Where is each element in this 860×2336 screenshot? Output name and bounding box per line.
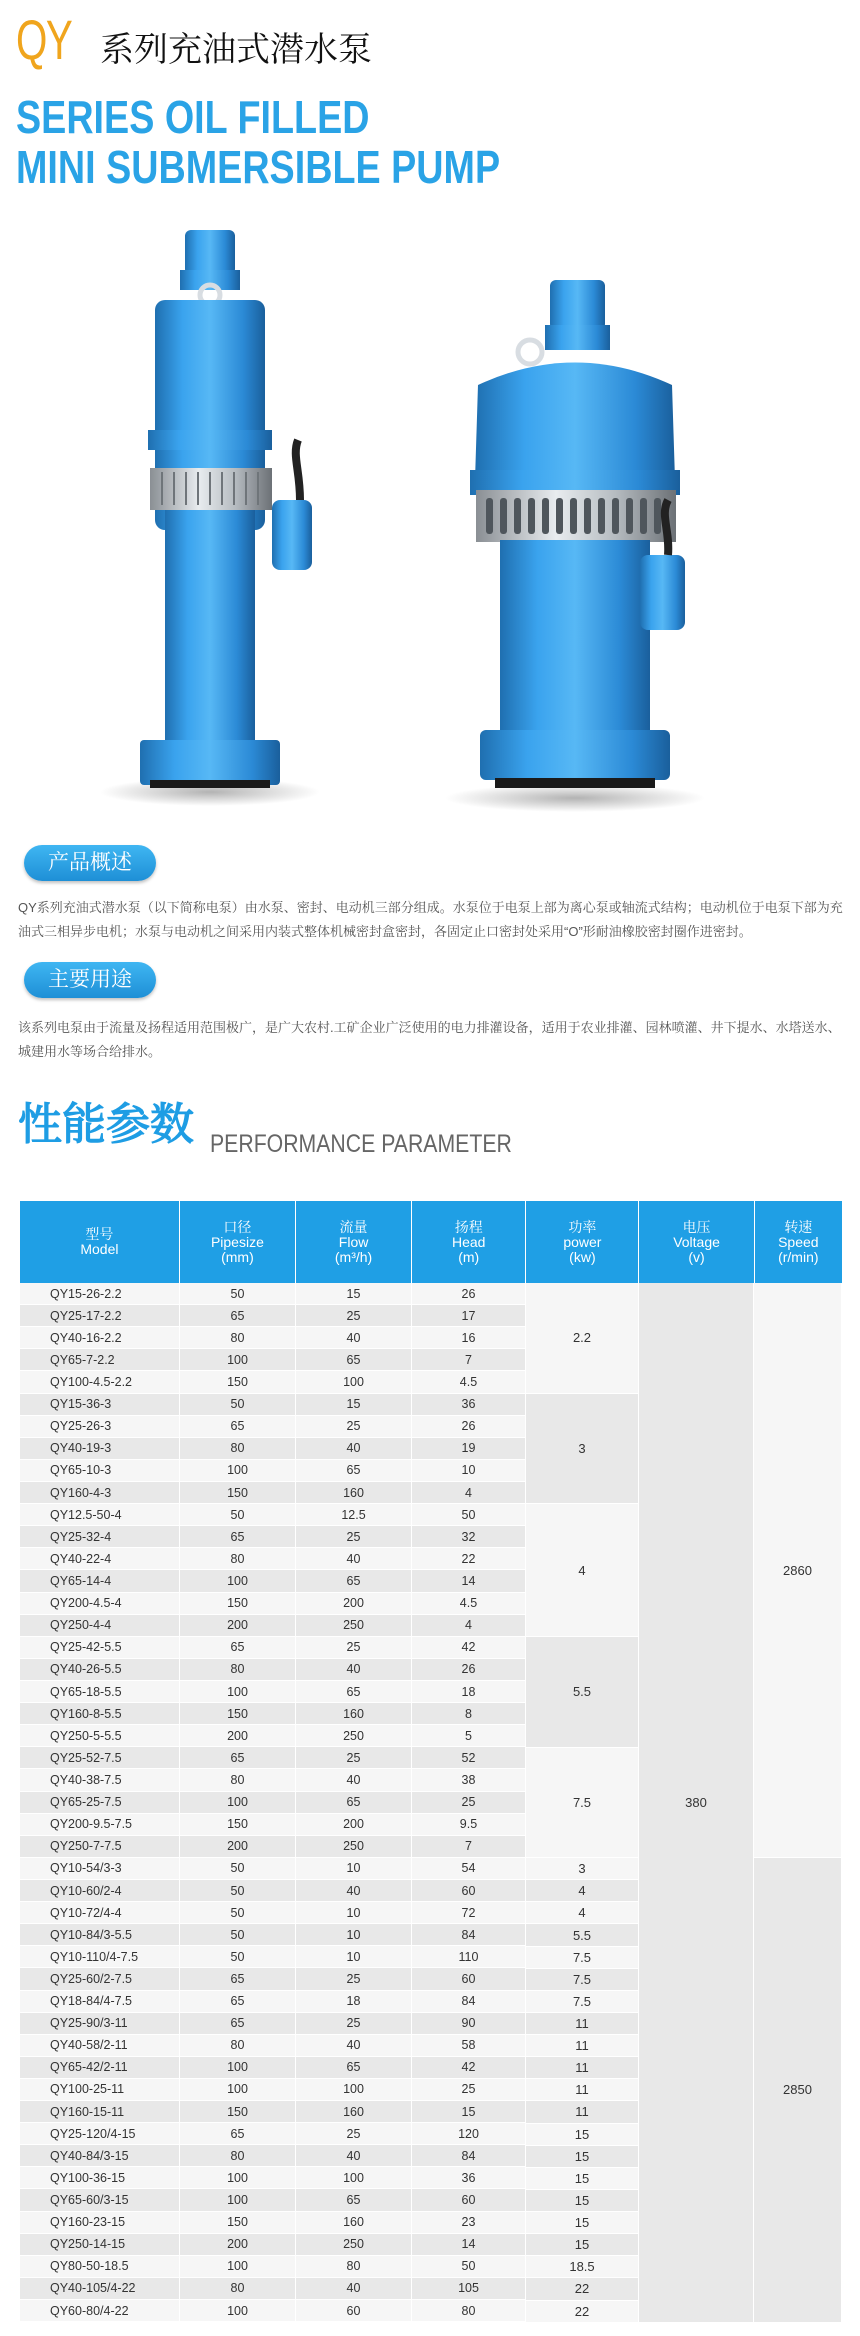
flow-cell: 160 xyxy=(296,2212,412,2234)
head-cell: 18 xyxy=(412,1681,526,1703)
voltage-cell: 380 xyxy=(639,1283,754,2323)
header-unit: (m³/h) xyxy=(334,1248,373,1265)
head-cell: 36 xyxy=(412,2167,526,2189)
performance-title-en: PERFORMANCE PARAMETER xyxy=(210,1130,512,1158)
head-cell: 80 xyxy=(412,2300,526,2322)
header-cn: 电压 xyxy=(682,1218,711,1235)
model-cell: QY25-17-2.2 xyxy=(20,1305,180,1327)
page-title-cn: 系列充油式潜水泵 xyxy=(100,31,372,69)
power-cell: 11 xyxy=(526,2101,639,2123)
header-unit: (m) xyxy=(458,1248,480,1265)
model-cell: QY10-110/4-7.5 xyxy=(20,1946,180,1968)
pipesize-cell: 50 xyxy=(180,1880,296,1902)
head-cell: 54 xyxy=(412,1858,526,1880)
model-cell: QY25-42-5.5 xyxy=(20,1637,180,1659)
pipesize-cell: 65 xyxy=(180,1305,296,1327)
power-cell: 15 xyxy=(526,2124,639,2146)
header-cn: 流量 xyxy=(339,1218,368,1235)
power-cell: 15 xyxy=(526,2146,639,2168)
head-cell: 50 xyxy=(412,2256,526,2278)
header-speed xyxy=(755,1201,842,1283)
flow-cell: 40 xyxy=(296,2145,412,2167)
head-cell: 84 xyxy=(412,1924,526,1946)
header-voltage xyxy=(639,1201,754,1283)
pipesize-cell: 65 xyxy=(180,2123,296,2145)
model-cell: QY40-19-3 xyxy=(20,1438,180,1460)
header-en: Speed xyxy=(778,1233,819,1250)
pipesize-cell: 80 xyxy=(180,2035,296,2057)
flow-cell: 25 xyxy=(296,1968,412,1990)
flow-cell: 160 xyxy=(296,1482,412,1504)
model-cell: QY65-60/3-15 xyxy=(20,2189,180,2211)
pipesize-cell: 200 xyxy=(180,1615,296,1637)
model-cell: QY40-58/2-11 xyxy=(20,2035,180,2057)
pipesize-cell: 200 xyxy=(180,2234,296,2256)
head-cell: 84 xyxy=(412,1991,526,2013)
header-unit: (kw) xyxy=(569,1248,596,1265)
head-cell: 52 xyxy=(412,1747,526,1769)
flow-cell: 18 xyxy=(296,1991,412,2013)
model-cell: QY12.5-50-4 xyxy=(20,1504,180,1526)
flow-cell: 10 xyxy=(296,1858,412,1880)
head-cell: 60 xyxy=(412,1880,526,1902)
model-cell: QY65-25-7.5 xyxy=(20,1792,180,1814)
model-cell: QY25-90/3-11 xyxy=(20,2013,180,2035)
header-model xyxy=(20,1201,180,1283)
model-cell: QY250-7-7.5 xyxy=(20,1836,180,1858)
model-cell: QY65-7-2.2 xyxy=(20,1349,180,1371)
header-cn: 扬程 xyxy=(454,1218,483,1235)
pipesize-cell: 50 xyxy=(180,1946,296,1968)
pipesize-cell: 100 xyxy=(180,2256,296,2278)
model-cell: QY65-14-4 xyxy=(20,1570,180,1592)
pipesize-cell: 80 xyxy=(180,1548,296,1570)
power-cell: 11 xyxy=(526,2057,639,2079)
flow-cell: 65 xyxy=(296,1460,412,1482)
pipesize-cell: 150 xyxy=(180,2212,296,2234)
flow-cell: 25 xyxy=(296,2123,412,2145)
head-cell: 72 xyxy=(412,1902,526,1924)
flow-cell: 25 xyxy=(296,1305,412,1327)
usage-text: 该系列电泵由于流量及扬程适用范围极广，是广大农村.工矿企业广泛使用的电力排灌设备，适用于农业排灌、园林喷灌、井下提水、水塔送水、城建用水等场合给排水。 xyxy=(18,1020,841,1059)
flow-cell: 160 xyxy=(296,1703,412,1725)
pipesize-cell: 150 xyxy=(180,1593,296,1615)
model-cell: QY15-36-3 xyxy=(20,1394,180,1416)
model-cell: QY15-26-2.2 xyxy=(20,1283,180,1305)
model-cell: QY100-36-15 xyxy=(20,2167,180,2189)
head-cell: 4.5 xyxy=(412,1593,526,1615)
pipesize-cell: 100 xyxy=(180,2079,296,2101)
flow-cell: 100 xyxy=(296,2079,412,2101)
flow-cell: 40 xyxy=(296,1327,412,1349)
header-cn: 转速 xyxy=(784,1218,813,1235)
flow-cell: 15 xyxy=(296,1283,412,1305)
power-cell: 7.5 xyxy=(526,1991,639,2013)
power-cell: 15 xyxy=(526,2190,639,2212)
model-cell: QY40-84/3-15 xyxy=(20,2145,180,2167)
performance-table xyxy=(20,1201,842,2323)
header-cn: 功率 xyxy=(568,1218,597,1235)
pipesize-cell: 65 xyxy=(180,1416,296,1438)
flow-cell: 60 xyxy=(296,2300,412,2322)
model-cell: QY250-5-5.5 xyxy=(20,1725,180,1747)
pipesize-cell: 65 xyxy=(180,1637,296,1659)
power-cell: 18.5 xyxy=(526,2256,639,2278)
flow-cell: 65 xyxy=(296,1349,412,1371)
flow-cell: 65 xyxy=(296,1792,412,1814)
header-en: Head xyxy=(451,1233,486,1250)
header-en: Flow xyxy=(338,1233,369,1250)
head-cell: 14 xyxy=(412,1570,526,1592)
head-cell: 25 xyxy=(412,1792,526,1814)
head-cell: 22 xyxy=(412,1548,526,1570)
pipesize-cell: 80 xyxy=(180,2278,296,2300)
power-cell: 2.2 xyxy=(526,1283,639,1394)
head-cell: 19 xyxy=(412,1438,526,1460)
usage-label: 主要用途 xyxy=(24,962,156,998)
flow-cell: 100 xyxy=(296,2167,412,2189)
pump-right xyxy=(445,280,705,812)
power-cell: 4 xyxy=(526,1902,639,1924)
power-cell: 15 xyxy=(526,2234,639,2256)
flow-cell: 40 xyxy=(296,2035,412,2057)
head-cell: 7 xyxy=(412,1836,526,1858)
flow-cell: 25 xyxy=(296,1416,412,1438)
model-cell: QY80-50-18.5 xyxy=(20,2256,180,2278)
flow-cell: 200 xyxy=(296,1814,412,1836)
head-cell: 17 xyxy=(412,1305,526,1327)
pipesize-cell: 150 xyxy=(180,1814,296,1836)
head-cell: 58 xyxy=(412,2035,526,2057)
model-cell: QY65-42/2-11 xyxy=(20,2057,180,2079)
pipesize-cell: 100 xyxy=(180,1570,296,1592)
performance-title-cn: 性能参数 xyxy=(18,1100,194,1149)
flow-cell: 40 xyxy=(296,1659,412,1681)
power-cell: 5.5 xyxy=(526,1924,639,1946)
header-en: Pipesize xyxy=(210,1233,264,1250)
title-en-line2: MINI SUBMERSIBLE PUMP xyxy=(16,141,501,193)
model-cell: QY25-52-7.5 xyxy=(20,1747,180,1769)
power-cell: 11 xyxy=(526,2013,639,2035)
head-cell: 42 xyxy=(412,2057,526,2079)
head-cell: 42 xyxy=(412,1637,526,1659)
head-cell: 90 xyxy=(412,2013,526,2035)
head-cell: 14 xyxy=(412,2234,526,2256)
overview-label: 产品概述 xyxy=(24,845,156,881)
flow-cell: 10 xyxy=(296,1924,412,1946)
header-unit: (v) xyxy=(688,1248,705,1265)
model-cell: QY160-23-15 xyxy=(20,2212,180,2234)
head-cell: 84 xyxy=(412,2145,526,2167)
head-cell: 4.5 xyxy=(412,1371,526,1393)
head-cell: 60 xyxy=(412,2189,526,2211)
model-cell: QY18-84/4-7.5 xyxy=(20,1991,180,2013)
head-cell: 110 xyxy=(412,1946,526,1968)
model-cell: QY40-26-5.5 xyxy=(20,1659,180,1681)
pipesize-cell: 65 xyxy=(180,1991,296,2013)
model-cell: QY10-84/3-5.5 xyxy=(20,1924,180,1946)
pump-product-images xyxy=(0,200,860,820)
head-cell: 120 xyxy=(412,2123,526,2145)
power-cell: 7.5 xyxy=(526,1969,639,1991)
flow-cell: 15 xyxy=(296,1394,412,1416)
pipesize-cell: 50 xyxy=(180,1902,296,1924)
flow-cell: 25 xyxy=(296,1637,412,1659)
flow-cell: 200 xyxy=(296,1593,412,1615)
model-cell: QY250-4-4 xyxy=(20,1615,180,1637)
flow-cell: 25 xyxy=(296,1526,412,1548)
flow-cell: 40 xyxy=(296,1880,412,1902)
power-cell: 4 xyxy=(526,1880,639,1902)
model-cell: QY160-8-5.5 xyxy=(20,1703,180,1725)
model-cell: QY60-80/4-22 xyxy=(20,2300,180,2322)
flow-cell: 250 xyxy=(296,1725,412,1747)
speed-cell: 2860 xyxy=(754,1283,842,1858)
power-cell: 5.5 xyxy=(526,1637,639,1748)
header-flow xyxy=(296,1201,412,1283)
head-cell: 26 xyxy=(412,1659,526,1681)
pipesize-cell: 50 xyxy=(180,1924,296,1946)
model-cell: QY40-38-7.5 xyxy=(20,1769,180,1791)
model-cell: QY100-4.5-2.2 xyxy=(20,1371,180,1393)
head-cell: 60 xyxy=(412,1968,526,1990)
pipesize-cell: 100 xyxy=(180,1681,296,1703)
pipesize-cell: 150 xyxy=(180,1371,296,1393)
model-cell: QY25-60/2-7.5 xyxy=(20,1968,180,1990)
flow-cell: 250 xyxy=(296,1615,412,1637)
flow-cell: 40 xyxy=(296,2278,412,2300)
pipesize-cell: 65 xyxy=(180,1747,296,1769)
head-cell: 26 xyxy=(412,1283,526,1305)
pipesize-cell: 100 xyxy=(180,1792,296,1814)
flow-cell: 12.5 xyxy=(296,1504,412,1526)
power-cell: 15 xyxy=(526,2212,639,2234)
flow-cell: 250 xyxy=(296,2234,412,2256)
head-cell: 32 xyxy=(412,1526,526,1548)
model-cell: QY160-15-11 xyxy=(20,2101,180,2123)
flow-cell: 40 xyxy=(296,1769,412,1791)
page-title-en xyxy=(16,92,500,192)
flow-cell: 65 xyxy=(296,1570,412,1592)
head-cell: 38 xyxy=(412,1769,526,1791)
head-cell: 4 xyxy=(412,1482,526,1504)
power-cell: 3 xyxy=(526,1858,639,1880)
pipesize-cell: 50 xyxy=(180,1283,296,1305)
flow-cell: 65 xyxy=(296,2057,412,2079)
header-cn: 口径 xyxy=(223,1218,252,1235)
pipesize-cell: 100 xyxy=(180,2057,296,2079)
flow-cell: 25 xyxy=(296,1747,412,1769)
header-unit: (r/min) xyxy=(778,1248,819,1265)
pipesize-cell: 80 xyxy=(180,2145,296,2167)
pipesize-cell: 80 xyxy=(180,1327,296,1349)
pump-left xyxy=(100,230,320,806)
head-cell: 4 xyxy=(412,1615,526,1637)
pipesize-cell: 65 xyxy=(180,1526,296,1548)
pipesize-cell: 100 xyxy=(180,2167,296,2189)
pipesize-cell: 150 xyxy=(180,1482,296,1504)
model-cell: QY200-4.5-4 xyxy=(20,1593,180,1615)
header-unit: (mm) xyxy=(221,1248,254,1265)
pipesize-cell: 50 xyxy=(180,1504,296,1526)
power-cell: 22 xyxy=(526,2278,639,2300)
pipesize-cell: 65 xyxy=(180,2013,296,2035)
power-cell: 15 xyxy=(526,2168,639,2190)
pipesize-cell: 80 xyxy=(180,1769,296,1791)
head-cell: 10 xyxy=(412,1460,526,1482)
flow-cell: 25 xyxy=(296,2013,412,2035)
power-cell: 22 xyxy=(526,2301,639,2323)
head-cell: 23 xyxy=(412,2212,526,2234)
model-cell: QY160-4-3 xyxy=(20,1482,180,1504)
flow-cell: 65 xyxy=(296,2189,412,2211)
table-body xyxy=(20,1283,842,2323)
pipesize-cell: 200 xyxy=(180,1836,296,1858)
table-header xyxy=(20,1201,842,1283)
header-pipesize xyxy=(180,1201,296,1283)
power-cell: 4 xyxy=(526,1504,639,1637)
header-en: Model xyxy=(80,1241,119,1257)
model-cell: QY100-25-11 xyxy=(20,2079,180,2101)
model-cell: QY40-105/4-22 xyxy=(20,2278,180,2300)
pipesize-cell: 100 xyxy=(180,1460,296,1482)
model-cell: QY10-54/3-3 xyxy=(20,1858,180,1880)
head-cell: 7 xyxy=(412,1349,526,1371)
flow-cell: 80 xyxy=(296,2256,412,2278)
head-cell: 36 xyxy=(412,1394,526,1416)
head-cell: 8 xyxy=(412,1703,526,1725)
overview-text: QY系列充油式潜水泵（以下简称电泵）由水泵、密封、电动机三部分组成。水泵位于电泵上部为离心泵或轴流式结构；电动机位于电泵下部为充油式三相异步电机；水泵与电动机之间采用内装式整体机械密封盒密封，各固定止口密封处采用“O”形耐油橡胶密封圈作进密封。 xyxy=(18,900,843,939)
pipesize-cell: 100 xyxy=(180,2300,296,2322)
flow-cell: 40 xyxy=(296,1548,412,1570)
model-cell: QY65-18-5.5 xyxy=(20,1681,180,1703)
model-cell: QY10-60/2-4 xyxy=(20,1880,180,1902)
header-en: Voltage xyxy=(673,1233,720,1250)
pipesize-cell: 150 xyxy=(180,1703,296,1725)
header-cn: 型号 xyxy=(85,1226,114,1242)
head-cell: 9.5 xyxy=(412,1814,526,1836)
flow-cell: 160 xyxy=(296,2101,412,2123)
header-power xyxy=(526,1201,639,1283)
pipesize-cell: 100 xyxy=(180,2189,296,2211)
model-cell: QY40-16-2.2 xyxy=(20,1327,180,1349)
head-cell: 16 xyxy=(412,1327,526,1349)
pipesize-cell: 80 xyxy=(180,1438,296,1460)
pipesize-cell: 150 xyxy=(180,2101,296,2123)
model-cell: QY40-22-4 xyxy=(20,1548,180,1570)
header-en: power xyxy=(563,1233,602,1250)
pipesize-cell: 50 xyxy=(180,1394,296,1416)
pipesize-cell: 65 xyxy=(180,1968,296,1990)
pipesize-cell: 100 xyxy=(180,1349,296,1371)
speed-cell: 2850 xyxy=(754,1858,842,2323)
flow-cell: 65 xyxy=(296,1681,412,1703)
brand-logo: QY xyxy=(16,8,72,71)
model-cell: QY25-26-3 xyxy=(20,1416,180,1438)
power-cell: 11 xyxy=(526,2035,639,2057)
pipesize-cell: 80 xyxy=(180,1659,296,1681)
model-cell: QY25-32-4 xyxy=(20,1526,180,1548)
head-cell: 25 xyxy=(412,2079,526,2101)
model-cell: QY65-10-3 xyxy=(20,1460,180,1482)
model-cell: QY200-9.5-7.5 xyxy=(20,1814,180,1836)
head-cell: 5 xyxy=(412,1725,526,1747)
model-cell: QY250-14-15 xyxy=(20,2234,180,2256)
head-cell: 105 xyxy=(412,2278,526,2300)
flow-cell: 10 xyxy=(296,1902,412,1924)
flow-cell: 100 xyxy=(296,1371,412,1393)
head-cell: 50 xyxy=(412,1504,526,1526)
flow-cell: 10 xyxy=(296,1946,412,1968)
head-cell: 15 xyxy=(412,2101,526,2123)
power-cell: 7.5 xyxy=(526,1947,639,1969)
power-cell: 7.5 xyxy=(526,1748,639,1859)
flow-cell: 250 xyxy=(296,1836,412,1858)
power-cell: 11 xyxy=(526,2079,639,2101)
head-cell: 26 xyxy=(412,1416,526,1438)
power-cell: 3 xyxy=(526,1394,639,1505)
title-en-line1: SERIES OIL FILLED xyxy=(16,91,370,143)
header-head xyxy=(412,1201,526,1283)
flow-cell: 40 xyxy=(296,1438,412,1460)
model-cell: QY10-72/4-4 xyxy=(20,1902,180,1924)
model-cell: QY25-120/4-15 xyxy=(20,2123,180,2145)
pipesize-cell: 200 xyxy=(180,1725,296,1747)
pipesize-cell: 50 xyxy=(180,1858,296,1880)
